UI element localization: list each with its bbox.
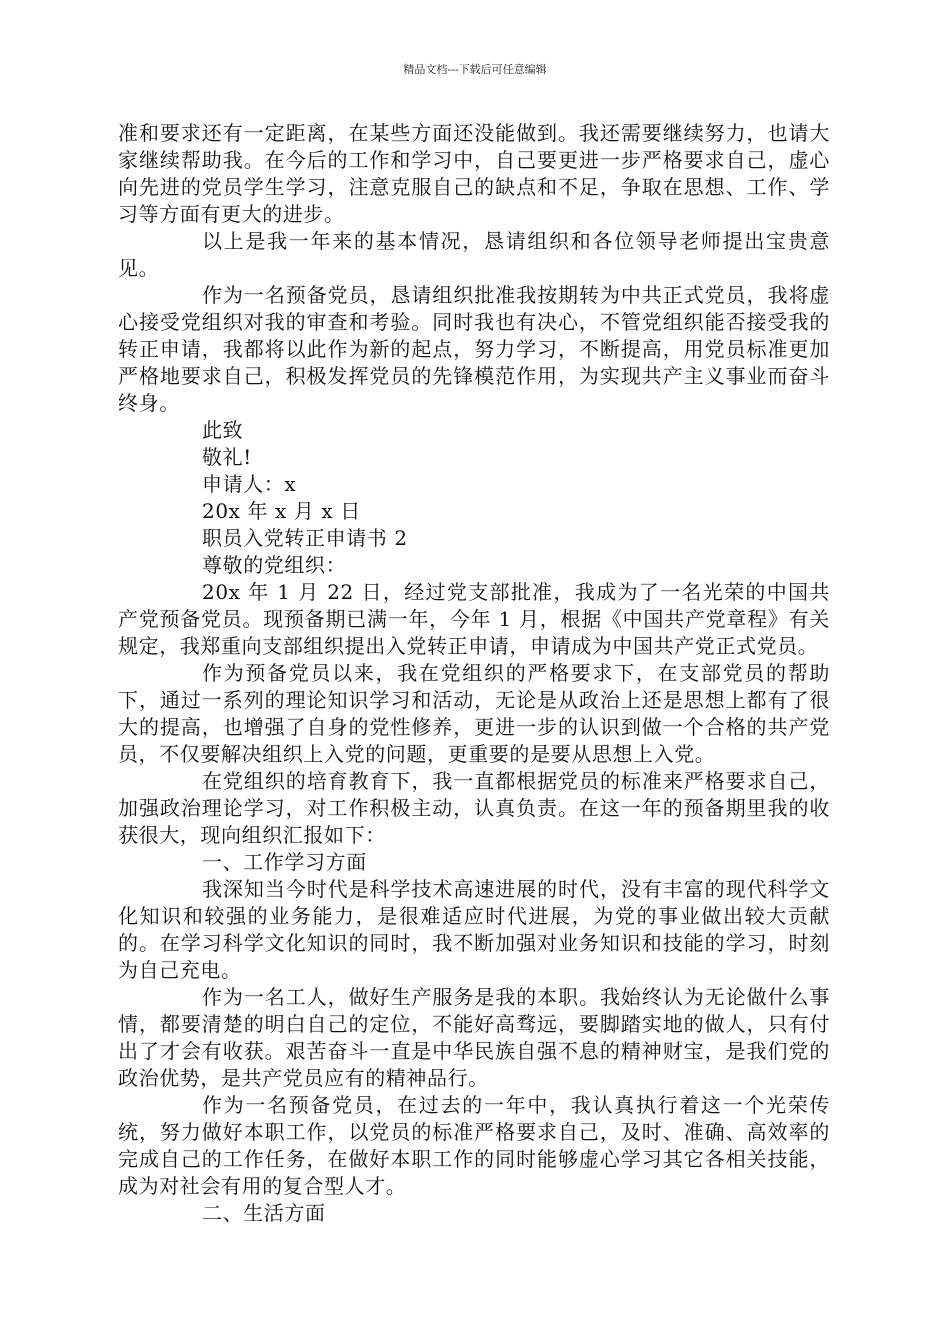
paragraph: 我深知当今时代是科学技术高速进展的时代，没有丰富的现代科学文化知识和较强的业务能力，是很难适应时代进展，为党的事业做出较大贡献的。在学习科学文化知识的同时，我不断加强对业务知识和技能的学习，时刻为自己充电。 [118,877,830,982]
applicant-signature: 申请人：x [202,472,297,496]
section-title: 职员入党转正申请书 2 [202,526,408,550]
paragraph: 准和要求还有一定距离，在某些方面还没能做到。我还需要继续努力，也请大家继续帮助我。在今后的工作和学习中，自己要更进一步严格要求自己，虚心向先进的党员学生学习，注意克服自己的缺点和不足，争取在思想、工作、学习等方面有更大的进步。 [118,121,830,226]
paragraph: 20x 年 1 月 22 日，经过党支部批准，我成为了一名光荣的中国共产党预备党员。现预备期已满一年，今年 1 月，根据《中国共产党章程》有关规定，我郑重向支部组织提出入党转正申请，申请成为中国共产党正式党员。 [118,580,830,658]
document-body [118,120,830,1227]
paragraph: 作为预备党员以来，我在党组织的严格要求下，在支部党员的帮助下，通过一系列的理论知识学习和活动，无论是从政治上还是思想上都有了很大的提高，也增强了自身的党性修养，更进一步的认识到做一个合格的共产党员，不仅要解决组织上入党的问题，更重要的是要从思想上入党。 [118,661,830,766]
paragraph: 作为一名工人，做好生产服务是我的本职。我始终认为无论做什么事情，都要清楚的明白自己的定位，不能好高骛远，要脚踏实地的做人，只有付出了才会有收获。艰苦奋斗一直是中华民族自强不息的精神财宝，是我们党的政治优势，是共产党员应有的精神品行。 [118,985,830,1090]
paragraph: 作为一名预备党员，在过去的一年中，我认真执行着这一个光荣传统，努力做好本职工作，以党员的标准严格要求自己，及时、准确、高效率的完成自己的工作任务，在做好本职工作的同时能够虚心学习其它各相关技能，成为对社会有用的复合型人才。 [118,1093,830,1198]
subsection-heading: 一、工作学习方面 [202,850,367,874]
greeting: 尊敬的党组织： [202,553,347,577]
paragraph: 在党组织的培育教育下，我一直都根据党员的标准来严格要求自己，加强政治理论学习，对工作积极主动，认真负责。在这一年的预备期里我的收获很大，现向组织汇报如下： [118,769,830,847]
closing-salutation: 此致 [202,418,244,442]
page-header: 精品文档---下载后可任意编辑 [403,63,547,76]
closing-regards: 敬礼! [202,445,252,469]
signature-date: 20x 年 x 月 x 日 [202,499,361,523]
paragraph: 以上是我一年来的基本情况，恳请组织和各位领导老师提出宝贵意见。 [118,229,830,280]
subsection-heading: 二、生活方面 [202,1201,326,1225]
paragraph: 作为一名预备党员，恳请组织批准我按期转为中共正式党员，我将虚心接受党组织对我的审查和考验。同时我也有决心，不管党组织能否接受我的转正申请，我都将以此作为新的起点，努力学习，不断提高，用党员标准更加严格地要求自己，积极发挥党员的先锋模范作用，为实现共产主义事业而奋斗终身。 [118,283,830,415]
